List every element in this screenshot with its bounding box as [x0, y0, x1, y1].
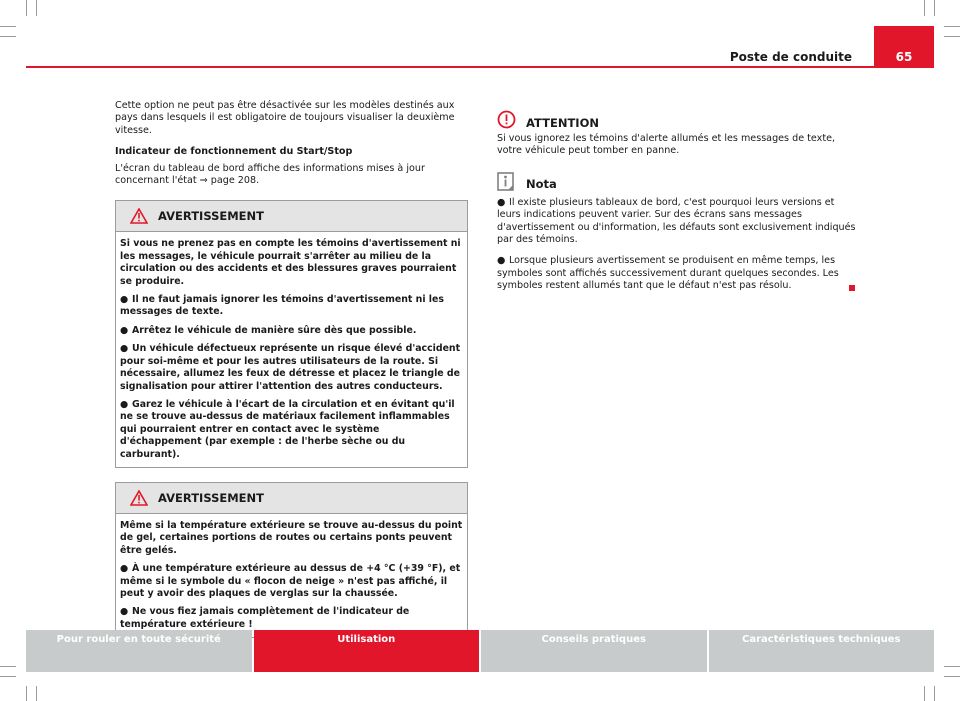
crop-mark	[944, 36, 960, 37]
tab-technical-data[interactable]: Caractéristiques techniques	[709, 630, 935, 672]
tab-operation[interactable]: Utilisation	[254, 630, 480, 672]
attention-header	[497, 110, 857, 129]
intro-paragraph: Cette option ne peut pas être désactivée sur les modèles destinés aux pays dans lesquels il est obligatoire de toujours visualiser la deuxième vitesse.	[115, 100, 455, 136]
attention-title: ATTENTION	[526, 115, 599, 130]
crop-mark	[0, 666, 16, 667]
warning-bullet: ● Garez le véhicule à l'écart de la circulation et en évitant qu'il ne se trouve au-dessus de matériaux facilement inflammables qui pourraient entrer en contact avec le système d'échappement (par exemple : de l'herbe sèche ou du carburant).	[120, 398, 455, 460]
footer-nav	[26, 630, 934, 676]
page-number: 65	[895, 50, 913, 64]
warning-bullet: ● Ne vous fiez jamais complètement de l'indicateur de température extérieure !	[120, 606, 410, 630]
crop-mark	[0, 26, 16, 27]
crop-mark	[944, 676, 960, 677]
crop-mark	[934, 0, 935, 16]
warning-bullet: ● Il ne faut jamais ignorer les témoins d'avertissement ni les messages de texte.	[120, 294, 444, 318]
info-note-icon	[497, 172, 514, 191]
crop-mark	[0, 36, 16, 37]
right-column	[497, 110, 857, 302]
crop-mark	[36, 686, 37, 701]
tab-practical-tips[interactable]: Conseils pratiques	[481, 630, 707, 672]
warning-body	[116, 514, 467, 637]
warning-header	[116, 201, 467, 232]
note-header	[497, 172, 857, 191]
note-bullet: ● Lorsque plusieurs avertissement se produisent en même temps, les symboles sont affichés successivement durant quelques secondes. Les symboles restent allumés tant que le défaut n'est pas résolu.	[497, 255, 839, 292]
left-column	[115, 100, 468, 638]
note-bullet: ● Il existe plusieurs tableaux de bord, c'est pourquoi leurs versions et leurs indications peuvent varier. Sur des écrans sans messages d'avertissement ou d'information, les défauts sont exclusivement indiqués par des témoins.	[497, 196, 856, 246]
crop-mark	[36, 0, 37, 16]
warning-triangle-icon	[130, 208, 148, 224]
warning-header	[116, 483, 467, 514]
subheading: Indicateur de fonctionnement du Start/Stop	[115, 146, 353, 158]
crop-mark	[26, 686, 27, 701]
warning-lead: Même si la température extérieure se trouve au-dessus du point de gel, certaines portions de routes ou certains ponts peuvent être gelés.	[120, 519, 463, 556]
warning-title: AVERTISSEMENT	[158, 209, 265, 224]
note-title: Nota	[526, 177, 557, 192]
crop-mark	[934, 686, 935, 701]
crop-mark	[924, 686, 925, 701]
tab-safety[interactable]: Pour rouler en toute sécurité	[26, 630, 252, 672]
warning-box-2	[115, 482, 468, 638]
crop-mark	[944, 666, 960, 667]
warning-bullet: ● Un véhicule défectueux représente un risque élevé d'accident pour soi-même et pour les autres utilisateurs de la route. Si nécessaire, allumez les feux de détresse et placez le triangle de signalisation pour attirer l'attention des autres conducteurs.	[120, 343, 461, 392]
warning-box-1	[115, 200, 468, 468]
warning-bullet: ● À une température extérieure au dessus de +4 °C (+39 °F), et même si le symbole du « flocon de neige » n'est pas affiché, il peut y avoir des plaques de verglas sur la chaussée.	[120, 563, 461, 599]
warning-triangle-icon	[130, 490, 148, 506]
warning-lead: Si vous ne prenez pas en compte les témoins d'avertissement ni les messages, le véhicule pourrait s'arrêter au milieu de la circulation ou des accidents et des blessures graves pourraient se produire.	[120, 238, 461, 287]
section-end-mark	[849, 285, 855, 291]
warning-title: AVERTISSEMENT	[158, 490, 265, 505]
header-rule	[26, 66, 934, 68]
warning-body	[116, 232, 467, 467]
crop-mark	[0, 676, 16, 677]
section-title: Poste de conduite	[729, 50, 852, 64]
exclamation-circle-icon	[497, 110, 516, 129]
start-stop-paragraph: L'écran du tableau de bord affiche des informations mises à jour concernant l'état ⇒ page 208.	[115, 162, 425, 187]
warning-bullet: ● Arrêtez le véhicule de manière sûre dès que possible.	[120, 324, 417, 336]
crop-mark	[26, 0, 27, 16]
attention-text: Si vous ignorez les témoins d'alerte allumés et les messages de texte, votre véhicule peut tomber en panne.	[497, 133, 836, 157]
crop-mark	[944, 26, 960, 27]
crop-mark	[924, 0, 925, 16]
